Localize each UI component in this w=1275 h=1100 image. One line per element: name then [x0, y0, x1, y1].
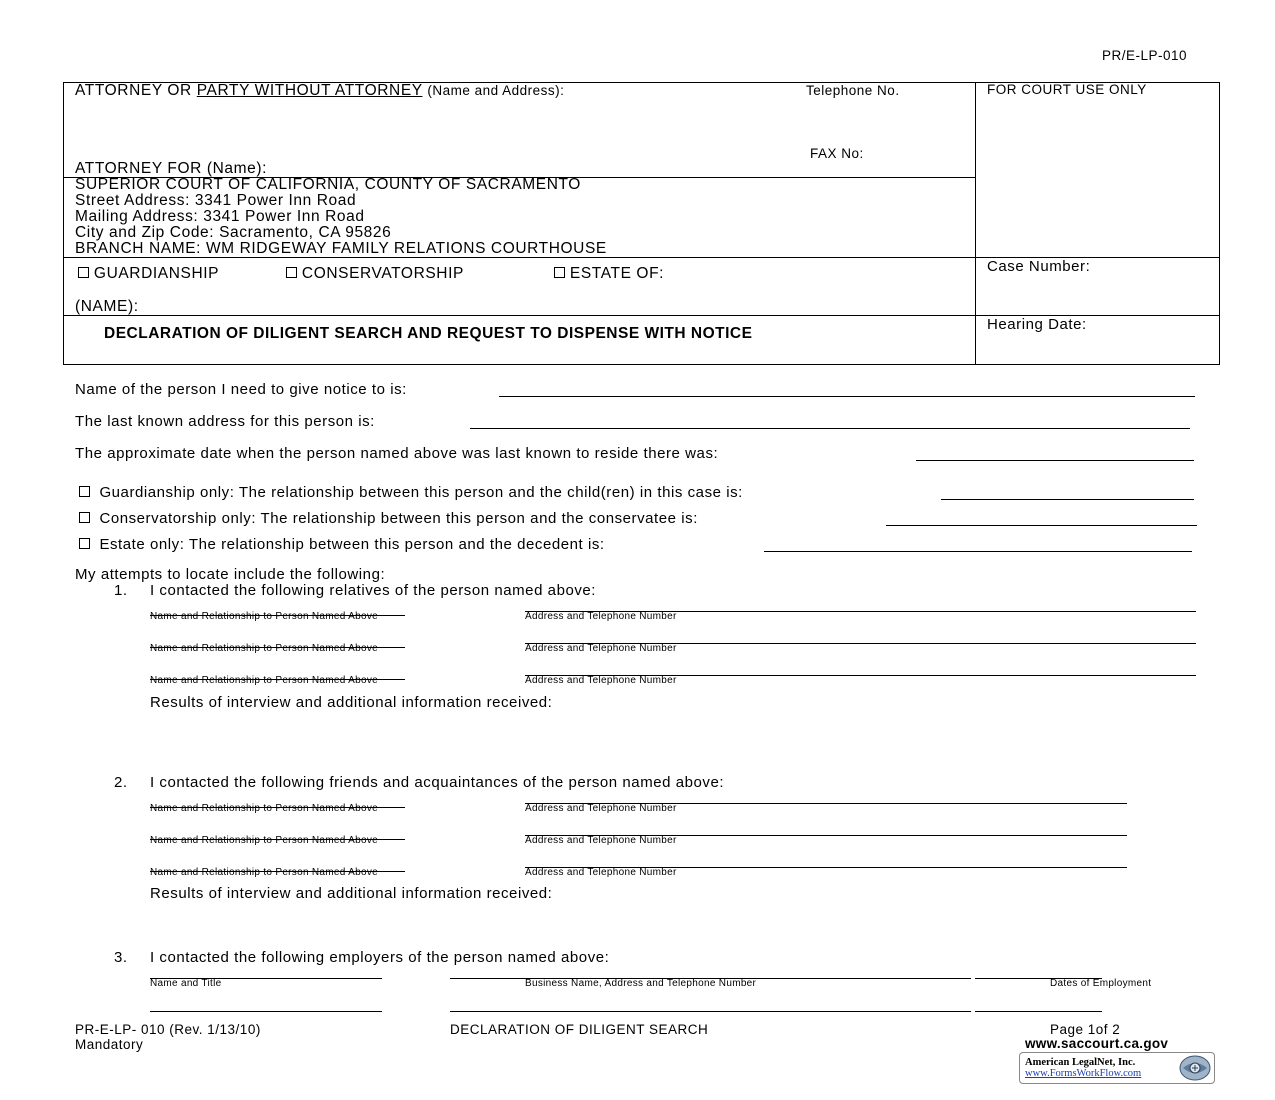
s2-sub-name-1: Name and Relationship to Person Named Above [150, 803, 379, 814]
s1-sub-name-1: Name and Relationship to Person Named Above [150, 611, 379, 622]
s1-sub-addr-1: Address and Telephone Number [525, 611, 677, 622]
section-3-number: 3. [114, 949, 128, 966]
s1-results-label: Results of interview and additional information received: [150, 694, 553, 711]
question-date: The approximate date when the person named above was last known to reside there was: [75, 445, 719, 462]
footer-form-rev: PR-E-LP- 010 (Rev. 1/13/10) [75, 1022, 261, 1037]
section-2-text: I contacted the following friends and acquaintances of the person named above: [150, 774, 725, 791]
relationship-guardianship[interactable] [79, 484, 743, 501]
option-conservatorship-label: CONSERVATORSHIP [301, 265, 464, 282]
s3-sub-business: Business Name, Address and Telephone Number [525, 978, 757, 989]
s3-dates-line-2[interactable] [975, 1011, 1102, 1012]
section-2-number: 2. [114, 774, 128, 791]
attempts-intro: My attempts to locate include the following: [75, 566, 386, 583]
legalnet-company: American LegalNet, Inc. [1025, 1057, 1136, 1068]
option-guardianship[interactable] [78, 265, 219, 283]
section-1-text: I contacted the following relatives of the person named above: [150, 582, 597, 599]
option-conservatorship[interactable] [286, 265, 464, 283]
legalnet-badge[interactable] [1019, 1052, 1215, 1084]
s2-sub-addr-2: Address and Telephone Number [525, 835, 677, 846]
fax-label: FAX No: [810, 146, 864, 161]
checkbox-estate[interactable] [554, 267, 565, 278]
court-line-4: City and Zip Code: Sacramento, CA 95826 [75, 224, 392, 241]
footer-mandatory: Mandatory [75, 1037, 144, 1052]
s1-sub-addr-2: Address and Telephone Number [525, 643, 677, 654]
option-estate[interactable] [554, 265, 664, 283]
question-address: The last known address for this person is: [75, 413, 375, 430]
checkbox-rel-conservatorship[interactable] [79, 512, 90, 523]
s2-sub-name-3: Name and Relationship to Person Named Above [150, 867, 379, 878]
option-estate-label: ESTATE OF: [569, 265, 665, 282]
answer-line-date[interactable] [916, 460, 1194, 461]
question-name: Name of the person I need to give notice to is: [75, 381, 407, 398]
attorney-label [75, 82, 564, 100]
s3-name-line-2[interactable] [150, 1011, 382, 1012]
court-use-label: FOR COURT USE ONLY [987, 82, 1147, 97]
relationship-guardianship-text: Guardianship only: The relationship between this person and the child(ren) in this case is: [99, 484, 743, 501]
checkbox-guardianship[interactable] [78, 267, 89, 278]
s1-sub-addr-3: Address and Telephone Number [525, 675, 677, 686]
relationship-estate[interactable] [79, 536, 605, 553]
telephone-label: Telephone No. [806, 83, 900, 98]
court-line-3: Mailing Address: 3341 Power Inn Road [75, 208, 365, 225]
form-title: DECLARATION OF DILIGENT SEARCH AND REQUEST TO DISPENSE WITH NOTICE [104, 325, 753, 342]
checkbox-rel-estate[interactable] [79, 538, 90, 549]
s1-sub-name-3: Name and Relationship to Person Named Above [150, 675, 379, 686]
footer-center-title: DECLARATION OF DILIGENT SEARCH [450, 1022, 709, 1037]
answer-line-name[interactable] [499, 396, 1195, 397]
s3-sub-dates: Dates of Employment [1050, 978, 1152, 989]
s3-sub-name-title: Name and Title [150, 978, 222, 989]
header-divider-vertical [975, 82, 976, 364]
relationship-estate-text: Estate only: The relationship between this person and the decedent is: [99, 536, 605, 553]
checkbox-rel-guardianship[interactable] [79, 486, 90, 497]
name-label: (NAME): [75, 298, 139, 315]
attorney-prefix: ATTORNEY OR [75, 82, 192, 99]
option-guardianship-label: GUARDIANSHIP [93, 265, 220, 282]
answer-line-rel-conservatorship[interactable] [886, 525, 1197, 526]
relationship-conservatorship-text: Conservatorship only: The relationship between this person and the conservatee is: [99, 510, 698, 527]
form-id-top: PR/E-LP-010 [1102, 48, 1188, 63]
s2-sub-addr-3: Address and Telephone Number [525, 867, 677, 878]
section-3-text: I contacted the following employers of the person named above: [150, 949, 610, 966]
attorney-suffix: (Name and Address): [427, 83, 565, 98]
case-number-label: Case Number: [987, 258, 1091, 275]
answer-line-rel-guardianship[interactable] [941, 499, 1194, 500]
court-line-5: BRANCH NAME: WM RIDGEWAY FAMILY RELATIONS COURTHOUSE [75, 240, 607, 257]
court-line-2: Street Address: 3341 Power Inn Road [75, 192, 357, 209]
globe-icon [1178, 1054, 1212, 1082]
s2-results-label: Results of interview and additional information received: [150, 885, 553, 902]
legalnet-url[interactable]: www.FormsWorkFlow.com [1025, 1068, 1142, 1079]
footer-page: Page 1of 2 [1050, 1022, 1121, 1037]
court-line-1: SUPERIOR COURT OF CALIFORNIA, COUNTY OF SACRAMENTO [75, 176, 581, 193]
s2-sub-addr-1: Address and Telephone Number [525, 803, 677, 814]
relationship-conservatorship[interactable] [79, 510, 698, 527]
answer-line-address[interactable] [470, 428, 1190, 429]
footer-website[interactable]: www.saccourt.ca.gov [1025, 1036, 1169, 1051]
section-1-number: 1. [114, 582, 128, 599]
hearing-date-label: Hearing Date: [987, 316, 1087, 333]
s3-business-line-2[interactable] [450, 1011, 971, 1012]
s2-sub-name-2: Name and Relationship to Person Named Above [150, 835, 379, 846]
attorney-underlined: PARTY WITHOUT ATTORNEY [196, 82, 423, 99]
attorney-for-label: ATTORNEY FOR (Name): [75, 160, 267, 177]
answer-line-rel-estate[interactable] [764, 551, 1192, 552]
s1-sub-name-2: Name and Relationship to Person Named Above [150, 643, 379, 654]
checkbox-conservatorship[interactable] [286, 267, 297, 278]
